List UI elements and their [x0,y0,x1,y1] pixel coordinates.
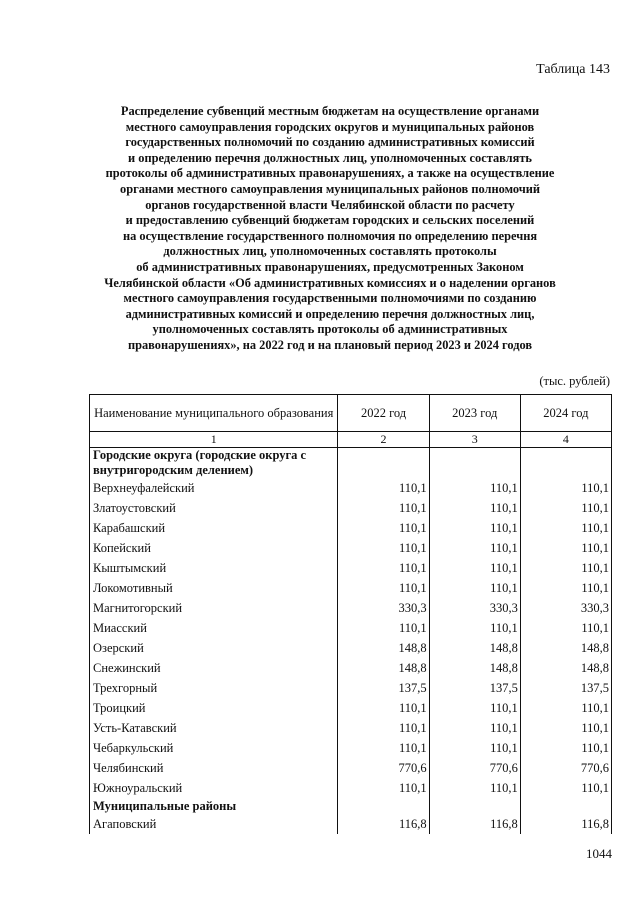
table-row [90,618,612,638]
amount-cell: 330,3 [520,598,611,618]
amount-cell: 770,6 [520,758,611,778]
empty-cell [338,798,429,814]
amount-cell: 110,1 [338,738,429,758]
amount-cell: 148,8 [429,658,520,678]
municipality-name: Троицкий [90,698,338,718]
municipality-name: Чебаркульский [90,738,338,758]
header-municipality: Наименование муниципального образования [90,395,338,432]
amount-cell: 137,5 [338,678,429,698]
municipality-name: Трехгорный [90,678,338,698]
title-line: протоколы об административных правонарушениях, а также на осуществление [105,166,555,181]
amount-cell: 110,1 [429,478,520,498]
amount-cell: 148,8 [338,658,429,678]
amount-cell: 110,1 [338,558,429,578]
amount-cell: 148,8 [338,638,429,658]
title-line: административных комиссий и определению перечня должностных лиц, [125,306,535,321]
municipality-name: Копейский [90,538,338,558]
amount-cell: 110,1 [338,618,429,638]
municipality-name: Локомотивный [90,578,338,598]
amount-cell: 110,1 [429,558,520,578]
amount-cell: 110,1 [429,718,520,738]
units-label: (тыс. рублей) [539,374,610,388]
amount-cell: 330,3 [338,598,429,618]
column-number: 3 [429,432,520,448]
title-line: местного самоуправления городских округов и муниципальных районов [125,119,535,134]
section-title: Муниципальные районы [90,798,338,814]
amount-cell: 116,8 [338,814,429,834]
amount-cell: 110,1 [338,498,429,518]
municipality-name: Магнитогорский [90,598,338,618]
amount-cell: 110,1 [520,778,611,798]
table-row [90,578,612,598]
title-line: и предоставлению субвенций бюджетам городских и сельских поселений [125,213,535,228]
amount-cell: 110,1 [520,578,611,598]
empty-cell [429,798,520,814]
title-line: и определению перечня должностных лиц, уполномоченных составлять [128,150,532,165]
amount-cell: 110,1 [338,698,429,718]
column-number: 2 [338,432,429,448]
table-row [90,778,612,798]
table-row [90,598,612,618]
amount-cell: 110,1 [338,478,429,498]
table-row [90,718,612,738]
municipality-name: Озерский [90,638,338,658]
amount-cell: 110,1 [520,538,611,558]
amount-cell: 770,6 [429,758,520,778]
municipality-name: Златоустовский [90,498,338,518]
amount-cell: 110,1 [429,578,520,598]
title-line: органами местного самоуправления муниципальных районов полномочий [120,181,540,196]
amount-cell: 330,3 [429,598,520,618]
amount-cell: 110,1 [338,578,429,598]
table-row [90,478,612,498]
municipality-name: Снежинский [90,658,338,678]
amount-cell: 110,1 [520,698,611,718]
amount-cell: 110,1 [520,738,611,758]
amount-cell: 770,6 [338,758,429,778]
amount-cell: 110,1 [429,498,520,518]
page-number: 1044 [586,846,612,861]
section-title: Городские округа (городские округа с внутригородским делением) [90,448,338,479]
amount-cell: 116,8 [429,814,520,834]
amount-cell: 148,8 [520,658,611,678]
empty-cell [338,448,429,479]
table-row [90,678,612,698]
table-row [90,498,612,518]
empty-cell [520,448,611,479]
amount-cell: 110,1 [429,738,520,758]
table-row [90,814,612,834]
amount-cell: 116,8 [520,814,611,834]
subvention-table [89,394,612,834]
table-row [90,698,612,718]
header-year-2022: 2022 год [338,395,429,432]
title-line: государственных полномочий по созданию административных комиссий [125,135,535,150]
table-label: Таблица 143 [536,62,610,77]
amount-cell: 110,1 [429,698,520,718]
amount-cell: 137,5 [520,678,611,698]
document-title [70,104,590,354]
municipality-name: Челябинский [90,758,338,778]
table-row [90,738,612,758]
column-number: 4 [520,432,611,448]
header-year-2024: 2024 год [520,395,611,432]
municipality-name: Усть-Катавский [90,718,338,738]
title-line: уполномоченных составлять протоколы об административных [152,322,508,337]
amount-cell: 110,1 [429,618,520,638]
title-line: Челябинской области «Об административных комиссиях и о наделении органов [104,275,556,290]
section-header-row [90,448,612,479]
amount-cell: 110,1 [520,718,611,738]
table-header-row [90,395,612,432]
amount-cell: 110,1 [520,618,611,638]
municipality-name: Южноуральский [90,778,338,798]
amount-cell: 110,1 [520,478,611,498]
table-row [90,518,612,538]
title-line: об административных правонарушениях, предусмотренных Законом [136,259,524,274]
empty-cell [520,798,611,814]
empty-cell [429,448,520,479]
amount-cell: 110,1 [520,518,611,538]
amount-cell: 110,1 [338,518,429,538]
amount-cell: 110,1 [338,778,429,798]
amount-cell: 110,1 [429,778,520,798]
title-line: органов государственной власти Челябинской области по расчету [145,197,515,212]
amount-cell: 110,1 [520,498,611,518]
municipality-name: Агаповский [90,814,338,834]
table-row [90,658,612,678]
column-number-row [90,432,612,448]
amount-cell: 148,8 [520,638,611,658]
municipality-name: Карабашский [90,518,338,538]
header-year-2023: 2023 год [429,395,520,432]
amount-cell: 110,1 [338,718,429,738]
title-line: правонарушениях», на 2022 год и на плановый период 2023 и 2024 годов [127,337,533,352]
table-row [90,758,612,778]
table-body [90,448,612,835]
title-line: должностных лиц, уполномоченных составлять протоколы [163,244,497,259]
table-row [90,638,612,658]
table-row [90,538,612,558]
amount-cell: 110,1 [429,518,520,538]
table-row [90,558,612,578]
municipality-name: Верхнеуфалейский [90,478,338,498]
amount-cell: 137,5 [429,678,520,698]
amount-cell: 110,1 [520,558,611,578]
amount-cell: 148,8 [429,638,520,658]
column-number: 1 [90,432,338,448]
municipality-name: Миасский [90,618,338,638]
title-line: местного самоуправления государственными полномочиями по созданию [123,291,537,306]
municipality-name: Кыштымский [90,558,338,578]
section-header-row [90,798,612,814]
title-line: Распределение субвенций местным бюджетам на осуществление органами [120,104,540,118]
amount-cell: 110,1 [429,538,520,558]
amount-cell: 110,1 [338,538,429,558]
title-line: на осуществление государственного полномочия по определению перечня [122,228,538,243]
